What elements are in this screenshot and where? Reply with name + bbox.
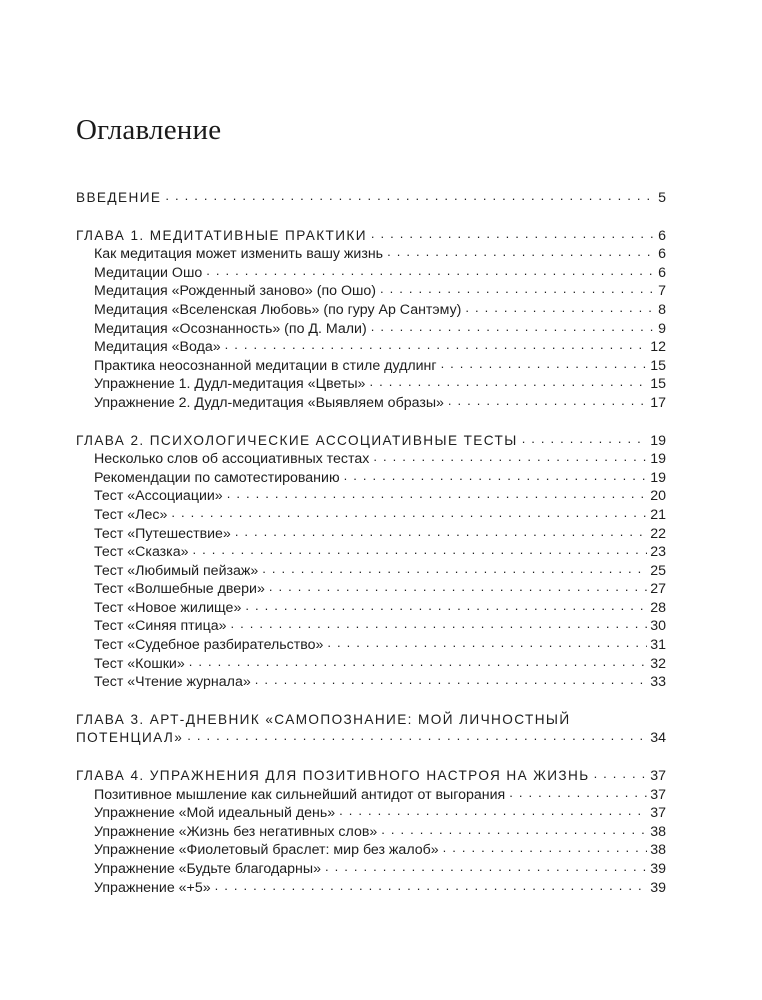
toc-item[interactable]: [76, 282, 666, 301]
toc-entry-title: Как медитация может изменить вашу жизнь: [94, 246, 384, 263]
toc-page-number: 32: [650, 655, 666, 672]
toc-item[interactable]: [76, 394, 666, 413]
toc-page-number: 6: [658, 246, 666, 263]
toc-item[interactable]: [76, 636, 666, 655]
toc-page-number: 17: [650, 394, 666, 411]
dot-leader: [327, 639, 647, 649]
toc-entry-title: Тест «Судебное разбирательство»: [94, 637, 324, 654]
dot-leader: [448, 397, 647, 407]
toc-chapter-3[interactable]: [76, 711, 666, 748]
toc-item[interactable]: [76, 320, 666, 339]
toc-item[interactable]: [76, 264, 666, 283]
toc-entry-title: Тест «Ассоциации»: [94, 488, 223, 505]
toc-entry-title: Упражнение «Будьте благодарны»: [94, 861, 321, 877]
toc-page-number: 37: [650, 805, 666, 822]
toc-item[interactable]: [76, 580, 666, 599]
toc-item[interactable]: [76, 841, 666, 860]
toc-entry-title: Тест «Любимый пейзаж»: [94, 562, 259, 579]
dot-leader: [255, 676, 647, 686]
dot-leader: [381, 826, 647, 836]
toc-item[interactable]: [76, 879, 666, 898]
toc-page-number: 28: [650, 599, 666, 616]
spacer: [76, 748, 666, 767]
toc-entry-title: Тест «Волшебные двери»: [94, 581, 265, 598]
toc-item[interactable]: [76, 469, 666, 488]
dot-leader: [206, 267, 655, 277]
dot-leader: [387, 248, 655, 258]
toc-item[interactable]: [76, 487, 666, 506]
spacer: [76, 208, 666, 227]
toc-item[interactable]: [76, 823, 666, 842]
toc-entry-title-line1: ГЛАВА 3. АРТ-ДНЕВНИК «САМОПОЗНАНИЕ: МОЙ ЛИЧНОСТНЫЙ: [76, 711, 571, 727]
dot-leader: [215, 882, 648, 892]
dot-leader: [165, 192, 655, 202]
toc-page-number: 20: [650, 488, 666, 505]
dot-leader: [371, 323, 655, 333]
toc-entry-title: Тест «Кошки»: [94, 655, 185, 672]
toc-entry-title: Тест «Путешествие»: [94, 525, 231, 542]
toc-page-number: 37: [650, 786, 666, 803]
toc-page-number: 38: [650, 842, 666, 859]
toc-item[interactable]: [76, 301, 666, 320]
toc-entry-title: Упражнение 2. Дудл-медитация «Выявляем образы»: [94, 394, 444, 411]
toc-entry-title: Упражнение «Жизнь без негативных слов»: [94, 823, 378, 840]
toc-page-number: 15: [650, 376, 666, 393]
toc-entry-title: Упражнение 1. Дудл-медитация «Цветы»: [94, 376, 366, 393]
toc-entry-title: Тест «Лес»: [94, 506, 168, 523]
toc-page-number: 25: [650, 562, 666, 579]
dot-leader: [443, 844, 648, 854]
toc-item[interactable]: [76, 786, 666, 805]
toc-item[interactable]: [76, 450, 666, 469]
toc-item[interactable]: [76, 375, 666, 394]
dot-leader: [262, 565, 647, 575]
dot-leader: [465, 304, 655, 314]
toc-item[interactable]: [76, 673, 666, 692]
toc-entry-title: ГЛАВА 1. МЕДИТАТИВНЫЕ ПРАКТИКИ: [76, 227, 367, 243]
toc-page-number: 31: [650, 637, 666, 654]
spacer: [76, 413, 666, 432]
toc-entry-title: Тест «Чтение журнала»: [94, 674, 251, 691]
toc-entry-title: Медитация «Рожденный заново» (по Ошо): [94, 283, 377, 300]
dot-leader: [269, 583, 647, 593]
toc-item[interactable]: [76, 599, 666, 618]
toc-page-number: 39: [650, 879, 666, 896]
toc-chapter-1[interactable]: [76, 227, 666, 246]
toc-page-number: 27: [650, 581, 666, 598]
dot-leader: [594, 770, 648, 780]
toc-page-number: 7: [658, 283, 666, 300]
toc-page-number: 39: [650, 861, 666, 877]
toc-item[interactable]: [76, 617, 666, 636]
toc-entry-title: ГЛАВА 4. УПРАЖНЕНИЯ ДЛЯ ПОЗИТИВНОГО НАСТРОЯ НА ЖИЗНЬ: [76, 768, 590, 784]
toc-entry-title: ВВЕДЕНИЕ: [76, 190, 162, 205]
toc-entry-title: Упражнение «Фиолетовый браслет: мир без жалоб»: [94, 842, 439, 859]
dot-leader: [325, 863, 647, 873]
toc-page-number: 21: [650, 506, 666, 523]
dot-leader: [231, 620, 648, 630]
toc-entry-title: Рекомендации по самотестированию: [94, 469, 340, 486]
toc-page-number: 12: [650, 339, 666, 356]
toc-item[interactable]: [76, 543, 666, 562]
toc-page-number: 19: [650, 469, 666, 486]
toc-entry-title: Медитация «Осознанность» (по Д. Мали): [94, 320, 367, 337]
toc-item[interactable]: [76, 860, 666, 879]
toc-page-number: 23: [650, 544, 666, 561]
spacer: [76, 692, 666, 711]
toc-page-number: 15: [650, 357, 666, 374]
toc-page-number: 6: [658, 264, 666, 281]
toc-entry-title: ГЛАВА 2. ПСИХОЛОГИЧЕСКИЕ АССОЦИАТИВНЫЕ ТЕСТЫ: [76, 432, 518, 448]
toc-entry-title: Упражнение «+5»: [94, 879, 211, 896]
toc-page-number: 19: [650, 432, 666, 449]
toc-page-number: 19: [650, 451, 666, 468]
dot-leader: [225, 341, 648, 351]
dot-leader: [187, 732, 647, 742]
toc-page-number: 37: [650, 768, 666, 785]
toc-item[interactable]: [76, 804, 666, 823]
toc-item[interactable]: [76, 562, 666, 581]
toc-entry-title: Практика неосознанной медитации в стиле дудлинг: [94, 357, 437, 374]
toc-page-number: 9: [658, 320, 666, 337]
toc-item[interactable]: [76, 655, 666, 674]
toc-item[interactable]: [76, 338, 666, 357]
dot-leader: [171, 509, 647, 519]
toc-entry-title: Медитации Ошо: [94, 264, 203, 281]
toc-page-number: 6: [658, 227, 666, 244]
dot-leader: [380, 285, 655, 295]
toc-intro[interactable]: [76, 189, 666, 208]
table-of-contents: [76, 189, 666, 897]
dot-leader: [227, 490, 648, 500]
toc-entry-title: Позитивное мышление как сильнейший антидот от выгорания: [94, 786, 506, 803]
dot-leader: [245, 602, 647, 612]
dot-leader: [441, 360, 648, 370]
toc-entry-title: Медитация «Вода»: [94, 339, 221, 356]
dot-leader: [344, 472, 648, 482]
toc-item[interactable]: [76, 245, 666, 264]
toc-chapter-4[interactable]: [76, 767, 666, 786]
dot-leader: [522, 435, 648, 445]
toc-page-number: 33: [650, 674, 666, 691]
dot-leader: [509, 789, 647, 799]
dot-leader: [192, 546, 647, 556]
toc-page-number: 30: [650, 618, 666, 635]
toc-page-number: 22: [650, 525, 666, 542]
toc-entry-title: Несколько слов об ассоциативных тестах: [94, 451, 370, 468]
toc-page-number: 5: [658, 190, 666, 206]
toc-entry-title-line2: ПОТЕНЦИАЛ»: [76, 730, 184, 746]
toc-entry-title: Тест «Синяя птица»: [94, 618, 227, 635]
toc-entry-title: Тест «Сказка»: [94, 544, 189, 561]
dot-leader: [373, 453, 647, 463]
toc-entry-title: Медитация «Вселенская Любовь» (по гуру Ар Сантэму): [94, 301, 462, 318]
dot-leader: [339, 807, 647, 817]
toc-item[interactable]: [76, 357, 666, 376]
page-title: Оглавление: [76, 114, 222, 146]
toc-page-number: 38: [650, 823, 666, 840]
dot-leader: [369, 378, 647, 388]
toc-page-number: 8: [658, 301, 666, 318]
toc-entry-title: Тест «Новое жилище»: [94, 599, 242, 616]
toc-item[interactable]: [76, 506, 666, 525]
toc-page-number: 34: [650, 730, 666, 747]
toc-chapter-2[interactable]: [76, 432, 666, 451]
dot-leader: [235, 528, 647, 538]
toc-item[interactable]: [76, 525, 666, 544]
dot-leader: [189, 658, 647, 668]
toc-entry-title: Упражнение «Мой идеальный день»: [94, 805, 336, 822]
dot-leader: [371, 230, 655, 240]
